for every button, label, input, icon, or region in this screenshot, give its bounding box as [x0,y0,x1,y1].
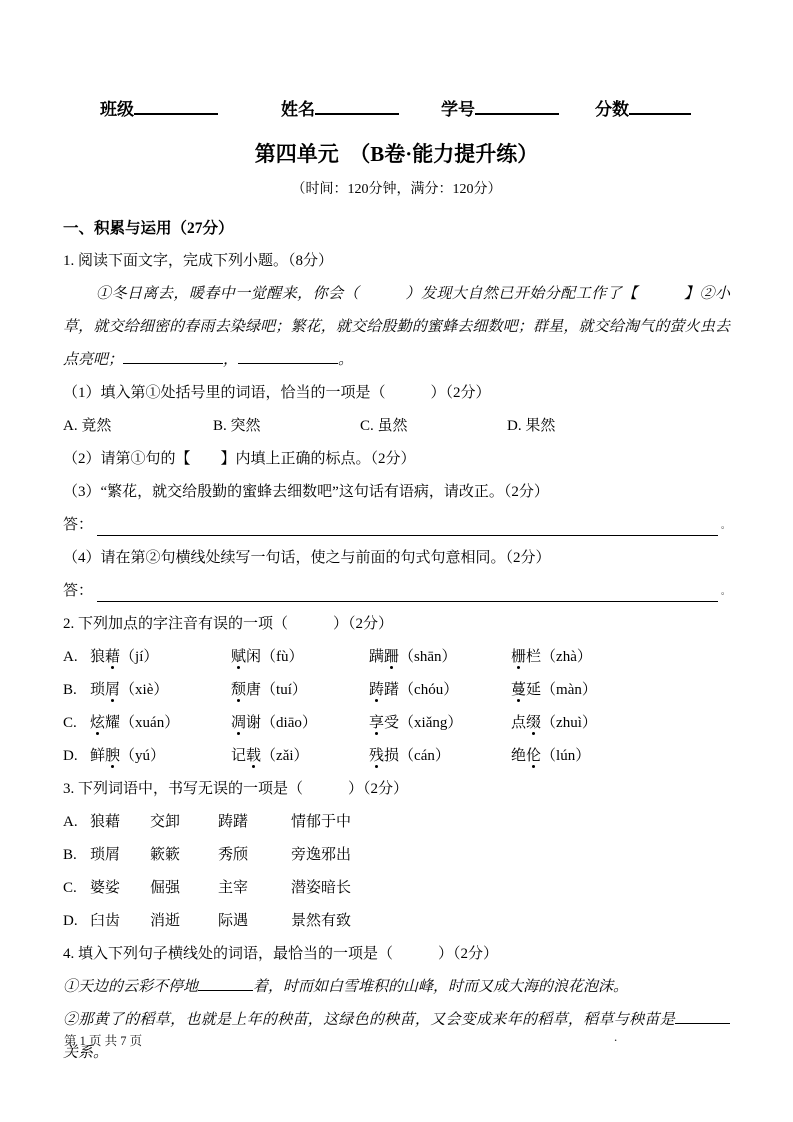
pinyin-item [369,740,511,773]
word: 主宰 [218,880,249,896]
pinyin-text: （zhuì） [541,715,597,731]
sentence-post: 关系。 [63,1045,109,1061]
word: 秀颀 [218,847,249,863]
word-post: 唐 [246,682,262,698]
q4-sentence-2 [63,1004,730,1070]
word: 旁逸邪出 [291,847,352,863]
dotted-char: 藉 [105,649,121,665]
student-id-label: 学号 [441,100,475,119]
dotted-char: 残 [369,748,385,764]
word-post: 闲 [246,649,262,665]
page-number-text: 第 1 页 共 7 页 [64,1034,143,1048]
answer-label: 答： [63,583,94,599]
q2-stem: 2. 下列加点的字注音有误的一项（ ）（2分） [63,616,394,632]
pinyin-text: （zhà） [541,649,592,665]
name-label: 姓名 [281,100,315,119]
dotted-char: 蔓 [511,682,527,698]
pinyin-item [231,641,369,674]
q3-option-row-c [63,872,730,905]
dotted-char: 炫 [90,715,106,731]
option-label: B. [63,682,77,698]
blank-line [123,350,223,364]
q1-sub4-answer-line [63,575,730,608]
word-pre: 蹒 [369,649,385,665]
q2-option-row-a [63,641,730,674]
exam-body [63,212,730,1070]
dotted-char: 载 [246,748,262,764]
pinyin-item [369,641,511,674]
pinyin-text: （xiè） [120,682,169,698]
word-pre: 记 [231,748,247,764]
word-post: 受 [384,715,400,731]
blank-line [198,977,253,991]
pinyin-text: （fù） [261,649,304,665]
pinyin-text: （zǎi） [261,748,309,764]
option-label: D. [63,748,78,764]
dotted-char: 享 [369,715,385,731]
name-blank-line [315,98,399,115]
student-id-blank-line [475,98,559,115]
pinyin-text: （jí） [120,649,159,665]
pinyin-text: （lún） [541,748,591,764]
blank-line [675,1010,730,1024]
q2-option-row-c [63,707,730,740]
word: 景然有致 [291,913,352,929]
answer-blank-line [97,575,718,602]
dotted-char: 颓 [231,682,247,698]
word-pre: 点 [511,715,527,731]
option-label: A. [63,814,78,830]
q1-sub2-stem: （2）请第①句的【 】内填上正确的标点。（2分） [63,451,416,467]
q3-option-row-a [63,806,730,839]
word: 簌簌 [150,847,181,863]
word: 潜姿暗长 [291,880,352,896]
word-pre: 琐 [90,682,106,698]
passage-separator: ， [223,352,239,368]
q3-stem: 3. 下列词语中，书写无误的一项是（ ）（2分） [63,781,409,797]
student-info-header [63,97,730,123]
answer-label: 答： [63,517,94,533]
word: 琐屑 [90,847,121,863]
stray-dot: . [614,1029,618,1044]
word-pre: 狼 [90,649,106,665]
word: 情郁于中 [291,814,352,830]
passage-text: ①冬日离去，暖春中一觉醒来，你会（ ）发现大自然已开始分配工作了【 】②小草，就交给细密的春雨去染绿吧；繁花，就交给殷勤的蜜蜂去细数吧；群星，就交给淘气的萤火虫去点亮吧； [63,286,730,368]
class-label: 班级 [100,100,134,119]
q1-sub3-answer-line [63,509,730,542]
dotted-char: 赋 [231,649,247,665]
dotted-char: 屑 [105,682,121,698]
dotted-char: 踌 [369,682,385,698]
score-label: 分数 [595,100,629,119]
q4-sentence-1 [63,971,730,1004]
pinyin-text: （cán） [399,748,450,764]
answer-blank-line [97,509,718,536]
pinyin-item [231,674,369,707]
q1-passage [63,278,730,377]
passage-terminal: 。 [338,352,354,368]
word: 臼齿 [90,913,121,929]
pinyin-text: （màn） [541,682,597,698]
option-a: A. 竟然 [63,418,112,434]
line-end-mark: 。 [720,586,730,596]
word: 倔强 [150,880,181,896]
dotted-char: 栅 [511,649,527,665]
word-post: 谢 [246,715,262,731]
word: 消逝 [150,913,181,929]
dotted-char: 伦 [526,748,542,764]
option-label: D. [63,913,78,929]
word-post: 损 [384,748,400,764]
class-field [100,97,281,123]
sentence-pre: ②那黄了的稻草，也就是上年的秧苗，这绿色的秧苗，又会变成来年的稻草，稻草与秧苗是 [63,1012,675,1028]
word: 际遇 [218,913,249,929]
q1-stem: 1. 阅读下面文字，完成下列小题。（8分） [63,253,334,269]
q3-option-row-d [63,905,730,938]
q1-sub4-stem: （4）请在第②句横线处续写一句话，使之与前面的句式句意相同。（2分） [63,550,551,566]
q1-sub1-options [63,410,730,443]
pinyin-item [90,707,231,740]
dotted-char: 跚 [384,649,400,665]
word: 交卸 [150,814,181,830]
option-b: B. 突然 [213,418,261,434]
pinyin-item [369,707,511,740]
word: 狼藉 [90,814,121,830]
blank-line [238,350,338,364]
q4-stem: 4. 填入下列句子横线处的词语，最恰当的一项是（ ）（2分） [63,946,499,962]
pinyin-text: （chóu） [399,682,459,698]
option-label: C. [63,880,77,896]
pinyin-item [90,641,231,674]
score-blank-line [629,98,691,115]
line-end-mark: 。 [720,520,730,530]
pinyin-text: （yú） [120,748,166,764]
pinyin-item [90,740,231,773]
q1-sub1-stem: （1）填入第①处括号里的词语，恰当的一项是（ ）（2分） [63,385,491,401]
class-blank-line [134,98,218,115]
exam-title: 第四单元 （B卷·能力提升练） [254,142,539,166]
pinyin-item [231,707,369,740]
word-post: 延 [526,682,542,698]
page-content [63,0,730,1070]
dotted-char: 腴 [105,748,121,764]
sentence-post: 着，时而如白雪堆积的山峰，时而又成大海的浪花泡沫。 [253,979,629,995]
pinyin-item [90,674,231,707]
pinyin-text: （xuán） [120,715,180,731]
word-post: 栏 [526,649,542,665]
word-pre: 绝 [511,748,527,764]
pinyin-item [231,740,369,773]
student-id-field [441,97,595,123]
word-post: 躇 [384,682,400,698]
q3-option-row-b [63,839,730,872]
word: 踌躇 [218,814,249,830]
score-field [595,97,691,123]
exam-subtitle: （时间：120分钟，满分：120分） [291,182,502,197]
option-label: A. [63,649,78,665]
dotted-char: 凋 [231,715,247,731]
pinyin-item [511,674,730,707]
pinyin-text: （diāo） [261,715,317,731]
name-field [281,97,441,123]
q2-option-row-b [63,674,730,707]
pinyin-item [511,641,730,674]
section-heading: 一、积累与运用（27分） [63,220,234,237]
option-label: B. [63,847,77,863]
pinyin-text: （shān） [399,649,457,665]
page-footer [64,1031,142,1049]
pinyin-item [511,707,730,740]
pinyin-text: （tuí） [261,682,307,698]
pinyin-item [511,740,730,773]
q1-sub3-stem: （3）“繁花，就交给殷勤的蜜蜂去细数吧”这句话有语病，请改正。（2分） [63,484,549,500]
option-d: D. 果然 [507,418,556,434]
sentence-pre: ①天边的云彩不停地 [63,979,199,995]
option-label: C. [63,715,77,731]
option-c: C. 虽然 [360,418,408,434]
dotted-char: 缀 [526,715,542,731]
word-pre: 鲜 [90,748,106,764]
word-post: 耀 [105,715,121,731]
word: 婆娑 [90,880,121,896]
pinyin-text: （xiǎng） [399,715,463,731]
q2-option-row-d [63,740,730,773]
pinyin-item [369,674,511,707]
